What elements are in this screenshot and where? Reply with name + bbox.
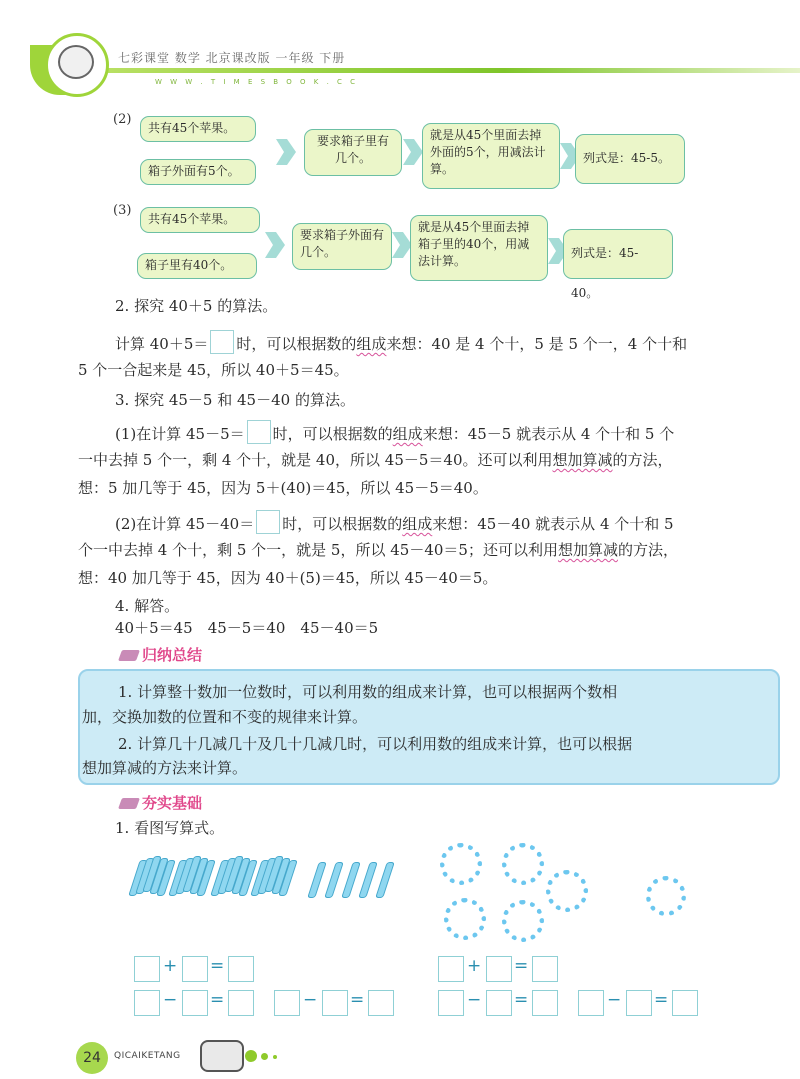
dot-icon xyxy=(273,1055,277,1059)
answers-line: 40＋5＝45 45－5＝40 45－40＝5 xyxy=(115,619,379,637)
flow-given-box: 共有45个苹果。 xyxy=(140,116,256,142)
answer-box[interactable] xyxy=(438,990,464,1016)
arrow-right-icon xyxy=(265,232,285,258)
text-run: (2)在计算 45－40＝ xyxy=(115,515,255,533)
footer-brand: QICAIKETANG xyxy=(114,1051,181,1061)
answer-box[interactable] xyxy=(134,990,160,1016)
text-run: 计算 40＋5＝ xyxy=(115,335,209,353)
paragraph-line xyxy=(78,540,678,560)
arrow-right-icon xyxy=(403,139,423,165)
equals-sign: = xyxy=(514,990,529,1010)
text-run: (1)在计算 45－5＝ xyxy=(115,425,245,443)
answer-box[interactable] xyxy=(182,956,208,982)
pencil-tag-icon xyxy=(118,798,140,809)
bead-ring-icon xyxy=(646,876,686,916)
answer-blank[interactable] xyxy=(210,330,234,354)
answer-box[interactable] xyxy=(626,990,652,1016)
header-title: 七彩课堂 数学 北京课改版 一年级 下册 xyxy=(118,51,346,65)
arrow-right-icon xyxy=(276,139,296,165)
summary-line: 2. 计算几十几减几十及几十几减几时，可以利用数的组成来计算，也可以根据 xyxy=(118,735,633,753)
answer-box[interactable] xyxy=(368,990,394,1016)
bead-ring-icon xyxy=(444,898,486,940)
flow-formula-box: 列式是：45-5。 xyxy=(575,134,685,184)
flow-reason-box: 就是从45个里面去掉外面的5个，用减法计算。 xyxy=(422,123,560,189)
plus-sign: + xyxy=(467,956,482,976)
paragraph-line xyxy=(115,330,687,354)
answer-box[interactable] xyxy=(274,990,300,1016)
arrow-right-icon xyxy=(392,232,412,258)
section-heading: 3. 探究 45－5 和 45－40 的算法。 xyxy=(115,391,355,409)
text-run: 来想：45－40 就表示从 4 个十和 5 xyxy=(432,515,674,533)
flow-label: (3) xyxy=(113,203,132,218)
underlined-term: 想加算减 xyxy=(552,451,613,469)
flow-given-box: 共有45个苹果。 xyxy=(140,207,260,233)
mascot-face-icon xyxy=(58,45,94,79)
bead-ring-icon xyxy=(546,870,588,912)
minus-sign: − xyxy=(467,990,482,1010)
answer-box[interactable] xyxy=(532,956,558,982)
section-heading: 2. 探究 40＋5 的算法。 xyxy=(115,297,278,315)
text-run: 来想：40 是 4 个十，5 是 5 个一，4 个十和 xyxy=(386,335,688,353)
flow-question-box: 要求箱子外面有几个。 xyxy=(292,223,392,270)
section-tag: 归纳总结 xyxy=(142,646,203,664)
bead-ring-icon xyxy=(502,900,544,942)
answer-box[interactable] xyxy=(672,990,698,1016)
text-run: 时，可以根据数的 xyxy=(282,515,403,533)
underlined-term: 想加算减 xyxy=(557,541,618,559)
minus-sign: − xyxy=(607,990,622,1010)
answer-box[interactable] xyxy=(134,956,160,982)
minus-sign: − xyxy=(163,990,178,1010)
answer-box[interactable] xyxy=(486,990,512,1016)
answer-blank[interactable] xyxy=(256,510,280,534)
underlined-term: 组成 xyxy=(402,515,433,533)
equals-sign: = xyxy=(654,990,669,1010)
answer-blank[interactable] xyxy=(247,420,271,444)
equals-sign: = xyxy=(350,990,365,1010)
answer-box[interactable] xyxy=(438,956,464,982)
equals-sign: = xyxy=(514,956,529,976)
section-tag: 夯实基础 xyxy=(142,794,203,812)
underlined-term: 组成 xyxy=(392,425,423,443)
plus-sign: + xyxy=(163,956,178,976)
paragraph-line: 想：5 加几等于 45，因为 5＋(40)＝45，所以 45－5＝40。 xyxy=(78,479,488,497)
summary-line: 想加算减的方法来计算。 xyxy=(82,759,248,777)
bead-ring-icon xyxy=(502,843,544,885)
text-run: 的方法， xyxy=(612,451,673,469)
minus-sign: − xyxy=(303,990,318,1010)
underlined-term: 组成 xyxy=(356,335,387,353)
paragraph-line xyxy=(115,420,674,444)
answer-box[interactable] xyxy=(228,956,254,982)
answer-box[interactable] xyxy=(532,990,558,1016)
answer-box[interactable] xyxy=(486,956,512,982)
answer-box[interactable] xyxy=(322,990,348,1016)
header-url: W W W . T I M E S B O O K . C C xyxy=(155,78,359,86)
text-run: 来想：45－5 就表示从 4 个十和 5 个 xyxy=(422,425,675,443)
bead-ring-icon xyxy=(440,843,482,885)
dot-icon xyxy=(245,1050,257,1062)
equals-sign: = xyxy=(210,990,225,1010)
text-run: 个一中去掉 4 个十，剩 5 个一，就是 5，所以 45－40＝5；还可以利用 xyxy=(78,541,558,559)
equals-sign: = xyxy=(210,956,225,976)
summary-line: 1. 计算整十数加一位数时，可以利用数的组成来计算，也可以根据两个数相 xyxy=(118,683,618,701)
summary-line: 加，交换加数的位置和不变的规律来计算。 xyxy=(82,708,368,726)
text-run: 时，可以根据数的 xyxy=(272,425,393,443)
dot-icon xyxy=(261,1053,268,1060)
text-run: 时，可以根据数的 xyxy=(236,335,357,353)
mascot-footer-icon xyxy=(200,1040,244,1072)
flow-question-box: 要求箱子里有几个。 xyxy=(304,129,402,176)
paragraph-line xyxy=(78,450,673,470)
paragraph-line: 想：40 加几等于 45，因为 40＋(5)＝45，所以 45－40＝5。 xyxy=(78,569,498,587)
loose-sticks-icon xyxy=(308,860,408,900)
flow-label: (2) xyxy=(113,112,132,127)
flow-formula-box: 列式是：45-40。 xyxy=(563,229,673,279)
flow-reason-box: 就是从45个里面去掉箱子里的40个，用减法计算。 xyxy=(410,215,548,281)
paragraph-line: 5 个一合起来是 45，所以 40＋5＝45。 xyxy=(78,361,349,379)
pencil-tag-icon xyxy=(118,650,140,661)
answer-box[interactable] xyxy=(182,990,208,1016)
flow-given-box: 箱子里有40个。 xyxy=(137,253,257,279)
header-bar xyxy=(60,68,800,73)
text-run: 一中去掉 5 个一，剩 4 个十，就是 40，所以 45－5＝40。还可以利用 xyxy=(78,451,553,469)
page-number: 24 xyxy=(76,1042,108,1074)
stick-bundle-icon xyxy=(170,856,215,898)
question-text: 1. 看图写算式。 xyxy=(115,819,225,837)
flow-given-box: 箱子外面有5个。 xyxy=(140,159,256,185)
answer-box[interactable] xyxy=(228,990,254,1016)
text-run: 的方法， xyxy=(617,541,678,559)
paragraph-line xyxy=(115,510,674,534)
answer-box[interactable] xyxy=(578,990,604,1016)
section-heading: 4. 解答。 xyxy=(115,597,180,615)
stick-bundle-icon xyxy=(252,856,297,898)
